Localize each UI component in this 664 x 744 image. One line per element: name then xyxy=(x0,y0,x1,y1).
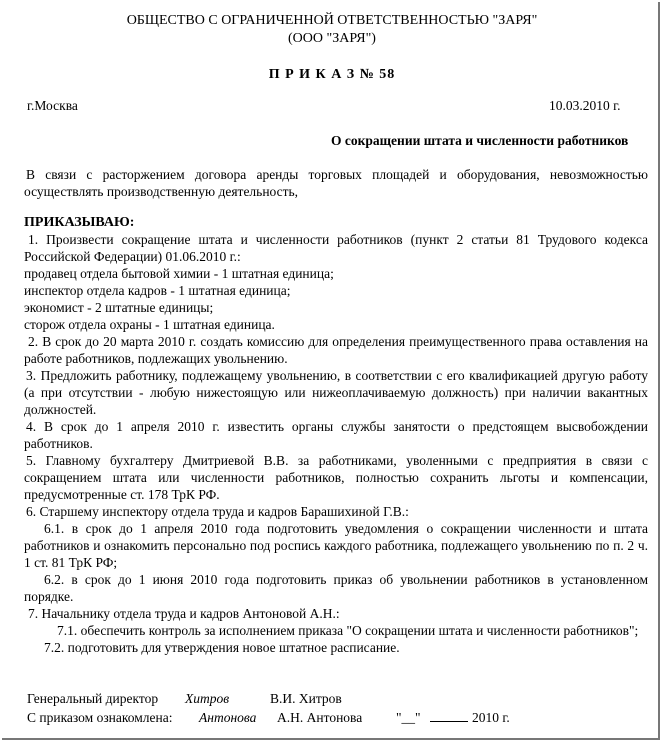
director-label: Генеральный директор xyxy=(27,691,159,706)
item-7-2: 7.2. подготовить для утверждения новое штатное расписание. xyxy=(44,640,400,655)
company-name: ОБЩЕСТВО С ОГРАНИЧЕННОЙ ОТВЕТСТВЕННОСТЬЮ "ЗАРЯ" xyxy=(126,13,538,28)
acknowledgement-month-blank xyxy=(430,709,468,726)
preamble-block xyxy=(24,166,648,200)
item-7: 7. Начальнику отдела труда и кадров Антоновой А.Н.: xyxy=(28,606,340,621)
position-3: экономист - 2 штатные единицы; xyxy=(24,300,214,315)
item-1: 1. Произвести сокращение штата и численности работников (пункт 2 статьи 81 Трудового кодекса Российской Федерации) 01.06.2010 г.: xyxy=(24,232,648,264)
order-title: П Р И К А З № 58 xyxy=(268,67,396,82)
order-word: ПРИКАЗЫВАЮ: xyxy=(24,215,135,230)
order-body xyxy=(24,214,648,656)
item-3: 3. Предложить работнику, подлежащему увольнению, в соответствии с его квалификацией другую работу (а при отсутствии - любую нижестоящую или нижеоплачиваемую должность) при наличии вакантных должностей. xyxy=(24,368,648,417)
order-subject: О сокращении штата и численности работников xyxy=(331,133,629,148)
director-signature: Хитров xyxy=(185,691,230,706)
item-2: 2. В срок до 20 марта 2010 г. создать комиссию для определения преимущественного права оставления на работе работников, подлежащих увольнению. xyxy=(24,334,648,366)
position-4: сторож отдела охраны - 1 штатная единица. xyxy=(24,317,275,332)
company-short-name: (ООО "ЗАРЯ") xyxy=(288,31,376,46)
director-name: В.И. Хитров xyxy=(270,691,342,706)
item-7-1: 7.1. обеспечить контроль за исполнением приказа "О сокращении штата и численности работников"; xyxy=(57,623,639,638)
acknowledgement-label: С приказом ознакомлена: xyxy=(27,710,173,725)
item-6: 6. Старшему инспектору отдела труда и кадров Барашихиной Г.В.: xyxy=(26,504,409,519)
acknowledgement-signature: Антонова xyxy=(199,710,257,725)
preamble-text: В связи с расторжением договора аренды торговых площадей и оборудования, невозможностью осуществлять производственную деятельность, xyxy=(24,167,648,199)
item-6-2: 6.2. в срок до 1 июня 2010 года подготовить приказ об увольнении работников в установленном порядке. xyxy=(24,572,648,604)
acknowledgement-year: 2010 г. xyxy=(472,710,510,725)
item-4: 4. В срок до 1 апреля 2010 г. известить органы службы занятости о предстоящем высвобождении работников. xyxy=(24,419,648,451)
acknowledgement-day: "__" xyxy=(396,710,421,725)
position-1: продавец отдела бытовой химии - 1 штатная единица; xyxy=(24,266,334,281)
item-6-1: 6.1. в срок до 1 апреля 2010 года подготовить уведомления о сокращении численности и штата работников и ознакомить персонально под роспись каждого работника, подлежащего увольнению по п. 2 ч. 1 ст. 81 ТрК РФ; xyxy=(24,521,648,570)
item-5: 5. Главному бухгалтеру Дмитриевой В.В. за работниками, уволенными с предприятия в связи с сокращением штата или численности работников, полностью сохранить льготы и компенсации, предусмотренные ст. 178 ТрК РФ. xyxy=(24,453,648,502)
order-date: 10.03.2010 г. xyxy=(549,98,621,113)
position-2: инспектор отдела кадров - 1 штатная единица; xyxy=(24,283,291,298)
order-city: г.Москва xyxy=(27,98,78,113)
acknowledgement-name: А.Н. Антонова xyxy=(277,710,363,725)
